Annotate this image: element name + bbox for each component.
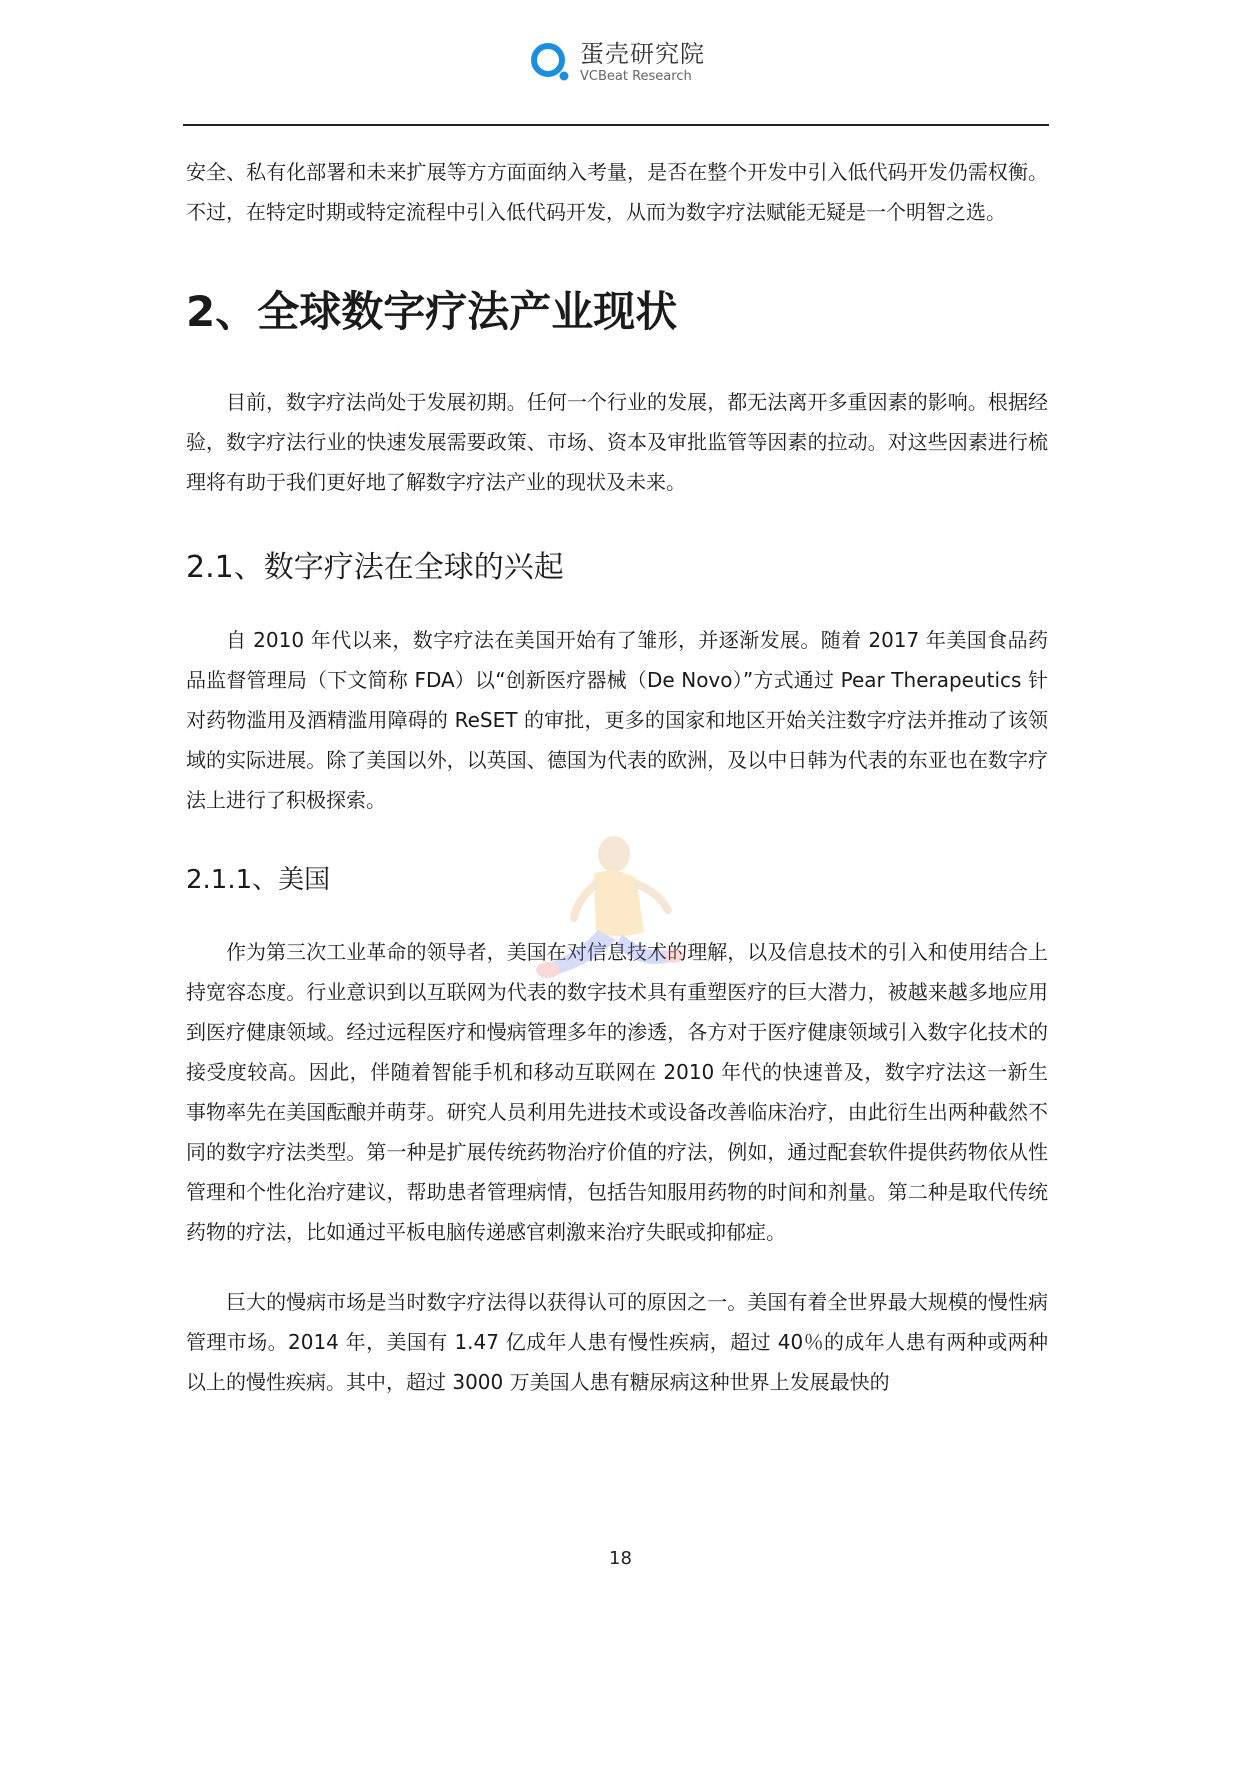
page-header (0, 30, 1241, 90)
intro-paragraph: 安全、私有化部署和未来扩展等方方面面纳入考量，是否在整个开发中引入低代码开发仍需权衡。不过，在特定时期或特定流程中引入低代码开发，从而为数字疗法赋能无疑是一个明智之选。 (186, 160, 1048, 224)
subsection-paragraph: 自 2010 年代以来，数字疗法在美国开始有了雏形，并逐渐发展。随着 2017 年美国食品药品监督管理局（下文简称 FDA）以“创新医疗器械（De Novo）”方式通过 Pear Therapeutics 针对药物滥用及酒精滥用障碍的 ReSET 的审批，更多的国家和地区开始关注数字疗法并推动了该领域的实际进展。除了美国以外，以英国、德国为代表的欧洲，及以中日韩为代表的东亚也在数字疗法上进行了积极探索。 (186, 628, 1048, 812)
header-divider (183, 124, 1049, 126)
vcbeat-logo (528, 40, 705, 84)
us-paragraph-1: 作为第三次工业革命的领导者，美国在对信息技术的理解，以及信息技术的引入和使用结合上持宽容态度。行业意识到以互联网为代表的数字技术具有重塑医疗的巨大潜力，被越来越多地应用到医疗健康领域。经过远程医疗和慢病管理多年的渗透，各方对于医疗健康领域引入数字化技术的接受度较高。因此，伴随着智能手机和移动互联网在 2010 年代的快速普及，数字疗法这一新生事物率先在美国酝酿并萌芽。研究人员利用先进技术或设备改善临床治疗，由此衍生出两种截然不同的数字疗法类型。第一种是扩展传统药物治疗价值的疗法，例如，通过配套软件提供药物依从性管理和个性化治疗建议，帮助患者管理病情，包括告知服用药物的时间和剂量。第二种是取代传统药物的疗法，比如通过平板电脑传递感官刺激来治疗失眠或抑郁症。 (186, 940, 1048, 1244)
logo-ring-icon (528, 40, 572, 84)
page-number: 18 (609, 1548, 632, 1569)
us-paragraph-2: 巨大的慢病市场是当时数字疗法得以获得认可的原因之一。美国有着全世界最大规模的慢性病管理市场。2014 年，美国有 1.47 亿成年人患有慢性疾病，超过 40％的成年人患有两种或两种以上的慢性疾病。其中，超过 3000 万美国人患有糖尿病这种世界上发展最快的 (186, 1290, 1048, 1394)
subsection-title: 2.1、数字疗法在全球的兴起 (186, 550, 564, 585)
logo-chinese-name: 蛋壳研究院 (580, 39, 705, 68)
page-content (186, 152, 1048, 1402)
logo-text (580, 39, 705, 84)
section-title: 2、全球数字疗法产业现状 (186, 287, 678, 336)
section-paragraph: 目前，数字疗法尚处于发展初期。任何一个行业的发展，都无法离开多重因素的影响。根据经验，数字疗法行业的快速发展需要政策、市场、资本及审批监管等因素的拉动。对这些因素进行梳理将有助于我们更好地了解数字疗法产业的现状及未来。 (186, 390, 1048, 494)
logo-english-name: VCBeat Research (580, 68, 692, 84)
subsubsection-title: 2.1.1、美国 (186, 865, 331, 895)
